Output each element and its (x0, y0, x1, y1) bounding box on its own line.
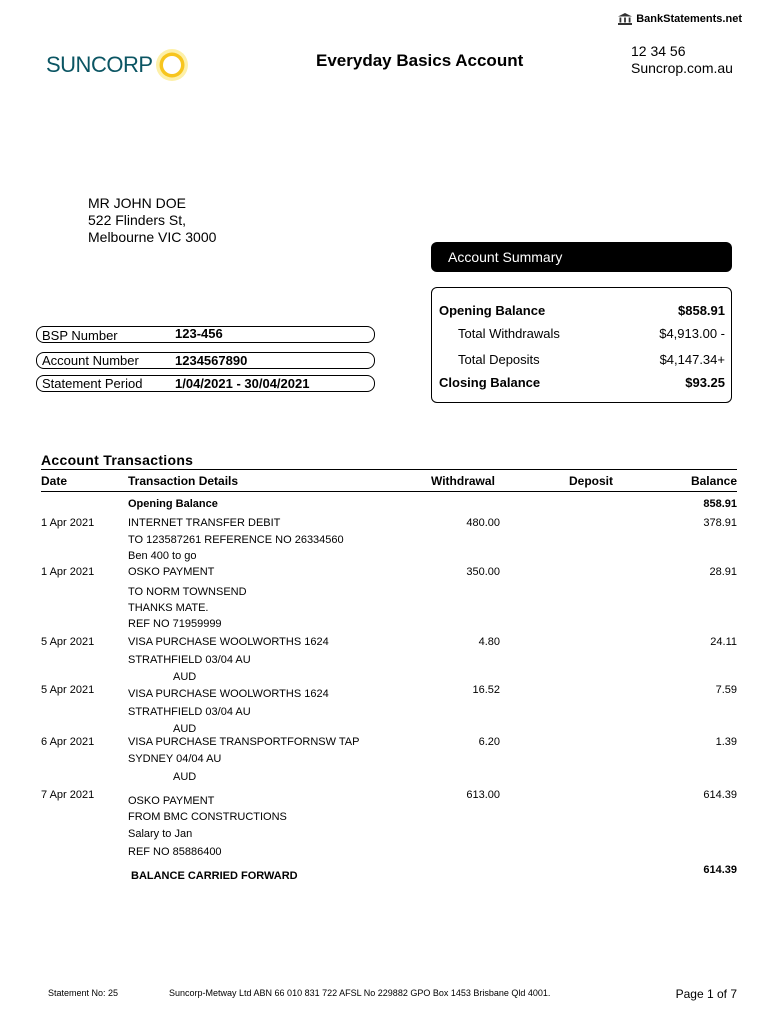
row-detail-line: OSKO PAYMENT (128, 795, 215, 807)
row-date: 1 Apr 2021 (41, 517, 95, 529)
account-number-label: Account Number (42, 353, 139, 368)
company-details: Suncorp-Metway Ltd ABN 66 010 831 722 AFSL No 229882 GPO Box 1453 Brisbane Qld 4001. (169, 988, 551, 998)
row-detail-line: REF NO 71959999 (128, 618, 222, 630)
summary-label: Total Deposits (458, 352, 540, 367)
row-detail-line: AUD (173, 771, 197, 783)
col-deposit: Deposit (569, 474, 614, 488)
brand-name: SUNCORP (46, 52, 153, 77)
row-date: 5 Apr 2021 (41, 684, 95, 696)
row-withdrawal: 480.00 (466, 517, 500, 529)
row-detail-line: FROM BMC CONSTRUCTIONS (128, 811, 287, 823)
row-date: 6 Apr 2021 (41, 736, 95, 748)
divider (41, 491, 737, 492)
summary-label: Total Withdrawals (458, 326, 560, 341)
statement-period-field (36, 375, 375, 392)
bsp-number-value: 123-456 (175, 326, 223, 341)
bank-contact (631, 43, 733, 77)
row-withdrawal: 350.00 (466, 566, 500, 578)
summary-label: Closing Balance (439, 375, 541, 390)
row-detail-line: INTERNET TRANSFER DEBIT (128, 517, 281, 529)
row-detail-line: THANKS MATE. (128, 602, 209, 614)
row-withdrawal: 613.00 (466, 789, 500, 801)
row-date: 5 Apr 2021 (41, 636, 95, 648)
col-withdrawal: Withdrawal (431, 474, 495, 488)
row-balance: 28.91 (709, 566, 737, 578)
transactions-title: Account Transactions (41, 452, 194, 468)
row-balance: 1.39 (715, 736, 737, 748)
bank-icon (618, 13, 632, 25)
page-number: Page 1 of 7 (675, 987, 737, 1001)
opening-balance-label: Opening Balance (128, 498, 218, 510)
customer-city: Melbourne VIC 3000 (88, 229, 217, 245)
summary-value: $4,913.00 - (659, 326, 725, 341)
row-detail-line: AUD (173, 723, 197, 735)
row-balance: 24.11 (710, 636, 737, 648)
bsp-number-label: BSP Number (42, 328, 118, 343)
row-date: 1 Apr 2021 (41, 566, 95, 578)
row-balance: 614.39 (703, 789, 737, 801)
customer-address (88, 195, 216, 246)
bank-website: Suncrop.com.au (631, 60, 733, 76)
row-detail-line: TO NORM TOWNSEND (128, 586, 247, 598)
row-withdrawal: 6.20 (478, 736, 500, 748)
summary-label: Opening Balance (439, 303, 546, 318)
col-balance: Balance (690, 474, 737, 488)
row-date: 7 Apr 2021 (41, 789, 95, 801)
col-details: Transaction Details (128, 474, 239, 488)
account-type-title: Everyday Basics Account (316, 51, 524, 70)
statement-period-value: 1/04/2021 - 30/04/2021 (175, 376, 310, 391)
row-detail-line: REF NO 85886400 (128, 846, 222, 858)
col-date: Date (41, 474, 68, 488)
row-balance: 378.91 (703, 517, 737, 529)
account-summary-box (431, 287, 732, 403)
watermark-text: BankStatements.net (636, 13, 742, 25)
row-withdrawal: 4.80 (478, 636, 500, 648)
opening-balance-value: 858.91 (703, 498, 737, 510)
suncorp-logo (46, 48, 189, 82)
row-detail-line: STRATHFIELD 03/04 AU (128, 706, 251, 718)
statement-number: Statement No: 25 (48, 988, 119, 998)
row-detail-line: AUD (173, 671, 197, 683)
row-detail-line: Salary to Jan (128, 828, 193, 840)
row-detail-line: SYDNEY 04/04 AU (128, 753, 222, 765)
row-detail-line: OSKO PAYMENT (128, 566, 215, 578)
summary-value: $93.25 (685, 375, 725, 390)
watermark (618, 13, 742, 25)
account-number-field (36, 352, 375, 369)
row-detail-line: VISA PURCHASE WOOLWORTHS 1624 (128, 636, 329, 648)
row-detail-line: STRATHFIELD 03/04 AU (128, 654, 251, 666)
balance-carried-forward-label: BALANCE CARRIED FORWARD (131, 870, 298, 882)
summary-value: $4,147.34+ (659, 352, 725, 367)
row-detail-line: VISA PURCHASE TRANSPORTFORNSW TAP (128, 736, 360, 748)
row-detail-line: VISA PURCHASE WOOLWORTHS 1624 (128, 688, 329, 700)
row-detail-line: Ben 400 to go (128, 550, 197, 562)
bank-phone: 12 34 56 (631, 43, 686, 59)
row-balance: 7.59 (715, 684, 737, 696)
customer-name: MR JOHN DOE (88, 195, 186, 211)
bsp-number-field (36, 326, 375, 343)
statement-period-label: Statement Period (42, 376, 143, 391)
account-summary-heading: Account Summary (431, 242, 732, 272)
account-number-value: 1234567890 (175, 353, 248, 368)
summary-value: $858.91 (678, 303, 725, 318)
customer-street: 522 Flinders St, (88, 212, 187, 228)
row-detail-line: TO 123587261 REFERENCE NO 26334560 (128, 534, 344, 546)
divider (41, 469, 737, 470)
row-withdrawal: 16.52 (472, 684, 500, 696)
sun-logo-icon (155, 48, 189, 82)
balance-carried-forward-value: 614.39 (703, 864, 737, 876)
